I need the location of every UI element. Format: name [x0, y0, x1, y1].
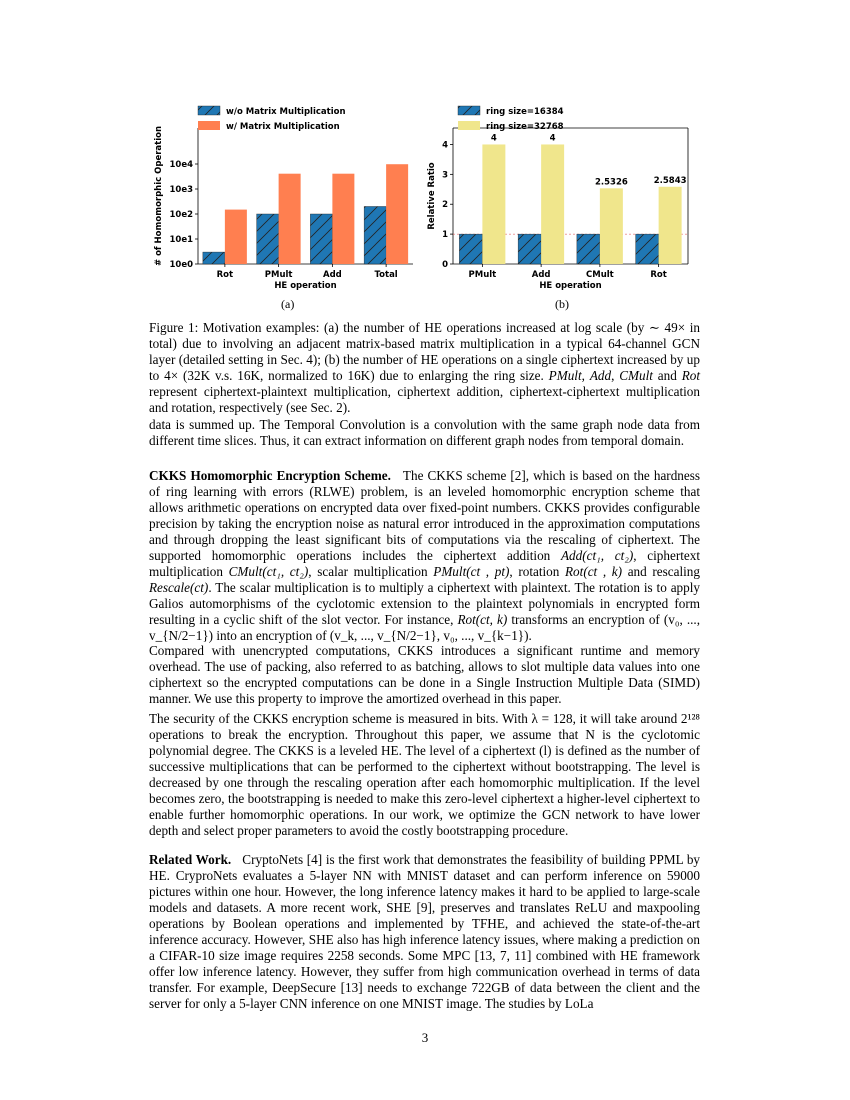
bar-b-1-0 [482, 144, 505, 264]
y-tick-label: 1 [442, 230, 448, 241]
ckks-rescale: Rescale(ct) [149, 580, 209, 595]
legend-label-0: ring size=16384 [486, 107, 564, 117]
y-tick-label: 10e1 [169, 235, 193, 245]
data-label: 2.5326 [594, 177, 628, 188]
x-tick-label: CMult [586, 270, 614, 280]
y-tick-label: 0 [442, 260, 448, 270]
ckks-text-7: transforms an encryption of (v₀, ..., v_{N/2−1}) into an encryption of (v_k, ..., v_{N/2−1}, v₀, ..., v_{k−1}). [149, 612, 701, 643]
page-number: 3 [421, 1030, 429, 1045]
ckks-rot: Rot(ct , k) [565, 564, 623, 579]
legend-swatch-0 [458, 106, 480, 115]
data-label: 4 [490, 133, 497, 144]
ckks-text-2: , ciphertext multiplication [149, 548, 700, 579]
x-tick-label: PMult [264, 270, 293, 280]
data-label: 4 [549, 133, 556, 144]
subfigure-label-a: (a) [281, 297, 295, 311]
y-tick-label: 10e2 [169, 210, 193, 220]
caption-text-2: represent ciphertext-plaintext multiplication, ciphertext addition, ciphertext-ciphertext multiplication and rotation, respectively (see Sec. 2). [149, 384, 700, 415]
figure-caption [149, 320, 700, 416]
subfigure-label-b: (b) [555, 297, 569, 311]
bar-b-0-3 [636, 234, 659, 264]
x-tick-label: Add [323, 270, 342, 280]
legend-label-1: ring size=32768 [486, 122, 564, 132]
chart-b [418, 100, 698, 300]
y-tick-label: 4 [442, 140, 448, 151]
caption-pmult: PMult [548, 368, 582, 383]
caption-add: Add [589, 368, 612, 383]
bar-a-0-3 [364, 206, 386, 264]
ckks-cmult: CMult(ct₁, ct₂) [228, 564, 309, 579]
figure-1 [148, 100, 708, 314]
ckks-text-4: , rotation [509, 564, 565, 579]
bar-b-1-3 [659, 187, 682, 264]
bar-a-1-2 [332, 174, 354, 264]
y-tick-label: 10e0 [169, 260, 193, 270]
paragraph-security: The security of the CKKS encryption scheme is measured in bits. With λ = 128, it will take around 2¹²⁸ operations to break the encryption. Throughout this paper, we assume that N is the cyclotomic polynomial degree. The CKKS is a leveled HE. The level of a ciphertext (l) is defined as the number of successive multiplications that can be performed to the ciphertext without bootstrapping. The level is decreased by one through the rescaling operation after each homomorphic multiplication. If the level becomes zero, the bootstrapping is needed to make this zero-level ciphertext a higher-level ciphertext to enable further homomorphic operations. In our work, we optimize the GCN network to have lower depth and select proper parameters to avoid the costly bootstrapping procedure. [149, 711, 700, 838]
bar-b-1-1 [541, 144, 564, 264]
paragraph-overhead: Compared with unencrypted computations, CKKS introduces a significant runtime and memory overhead. The use of packing, also referred to as batching, allows to slot multiple data values into one ciphertext so the encrypted computations can be done in a Single Instruction Multiple Data (SIMD) manner. We use this property to improve the amortized overhead in this paper. [149, 643, 700, 706]
y-tick-label: 2 [442, 200, 448, 211]
x-axis-label: HE operation [539, 281, 602, 291]
bar-a-1-0 [225, 210, 247, 264]
legend-swatch-0 [198, 106, 220, 115]
ckks-add: Add(ct₁, ct₂) [561, 548, 634, 563]
bar-a-1-1 [279, 174, 301, 264]
bar-b-1-2 [600, 188, 623, 264]
section-related-work [149, 852, 700, 1012]
x-tick-label: PMult [468, 270, 497, 280]
related-text: CryptoNets [4] is the first work that demonstrates the feasibility of building PPML by HE. CryproNets evaluates a 5-layer NN with MNIST dataset and can perform inference on 59000 pictures within one hour. However, the long inference latency makes it hard to be applied to large-scale models and datasets. A more recent work, SHE [9], preserves and translates ReLU and maxpooling operations by Boolean operations and implemented by TFHE, and achieved the state-of-the-art inference accuracy. However, SHE also has high inference latency issues, where making a prediction on a CIFAR-10 size image requires 2258 seconds. Some MPC [13, 7, 11] combined with HE framework offer low inference latency. However, they suffer from high communication overhead in terms of data transfer. For example, DeepSecure [13] needs to exchange 722GB of data between the client and the server for only a 5-layer CNN inference on one MNIST image. The studies by LoLa [149, 852, 701, 1011]
chart-a [148, 100, 428, 300]
bar-a-0-0 [203, 252, 225, 264]
y-tick-label: 10e3 [169, 185, 193, 195]
x-tick-label: Rot [650, 270, 667, 280]
legend-label-0: w/o Matrix Multiplication [226, 107, 346, 117]
x-tick-label: Add [531, 270, 551, 280]
bar-b-0-1 [518, 234, 541, 264]
bar-a-1-3 [386, 164, 408, 264]
bar-b-0-0 [459, 234, 482, 264]
bar-a-0-1 [257, 214, 279, 264]
ckks-text-6: . The scalar multiplication is to multiply a ciphertext with plaintext. The rotation is to apply Galios automorphisms of the cyclotomic extension to the plaintext polynomials in encrypted form resulting in a cyclic shift of the slot vector. For instance, [149, 580, 700, 627]
y-axis-label: Relative Ratio [427, 162, 437, 230]
caption-and: and [652, 368, 682, 383]
related-heading: Related Work. [149, 852, 232, 867]
caption-comma1: , [581, 368, 590, 383]
x-tick-label: Rot [216, 270, 234, 280]
y-tick-label: 3 [442, 170, 448, 181]
ckks-pmult: PMult(ct , pt) [433, 564, 510, 579]
caption-text: Figure 1: Motivation examples: (a) the number of HE operations increased at log scale (by ∼ 49× in total) due to involving an adjacent matrix-based matrix multiplication in a typical 64-channel GCN layer (detailed setting in Sec. 4); (b) the number of HE operations on a single ciphertext increased by up to 4× (32K v.s. 16K, normalized to 16K) due to enlarging the ring size. [149, 320, 700, 383]
caption-cmult: CMult [619, 368, 653, 383]
ckks-text-5: and rescaling [622, 564, 700, 579]
bar-a-0-2 [310, 214, 332, 264]
y-axis-label: # of Homomorphic Operation [154, 125, 164, 267]
ckks-text-3: , scalar multiplication [308, 564, 434, 579]
x-axis-label: HE operation [274, 281, 337, 291]
y-tick-label: 10e4 [169, 160, 193, 170]
section-ckks [149, 468, 700, 644]
data-label: 2.5843 [653, 175, 687, 186]
legend-swatch-1 [198, 121, 220, 130]
caption-rot: Rot [681, 368, 701, 383]
ckks-heading: CKKS Homomorphic Encryption Scheme. [149, 468, 391, 483]
bar-b-0-2 [577, 234, 600, 264]
legend-label-1: w/ Matrix Multiplication [226, 122, 340, 132]
paragraph-temporal: data is summed up. The Temporal Convolution is a convolution with the same graph node data from different time slices. Thus, it can extract information on different graph nodes from temporal domain. [149, 417, 700, 448]
ckks-rot-2: Rot(ct, k) [457, 612, 508, 627]
ckks-text-1: The CKKS scheme [2], which is based on the hardness of ring learning with errors (RLWE) problem, is an leveled homomorphic encryption scheme that allows arithmetic operations on encrypted data over fixed-point numbers. CKKS provides configurable precision by taking the encryption noise as natural error introduced in the approximation computations and through dropping the least significant bits of computations via the rescaling of ciphertext. The supported homomorphic operations includes the ciphertext addition [149, 468, 701, 563]
legend-swatch-1 [458, 121, 480, 130]
caption-comma2: , [611, 368, 615, 383]
x-tick-label: Total [374, 270, 398, 280]
